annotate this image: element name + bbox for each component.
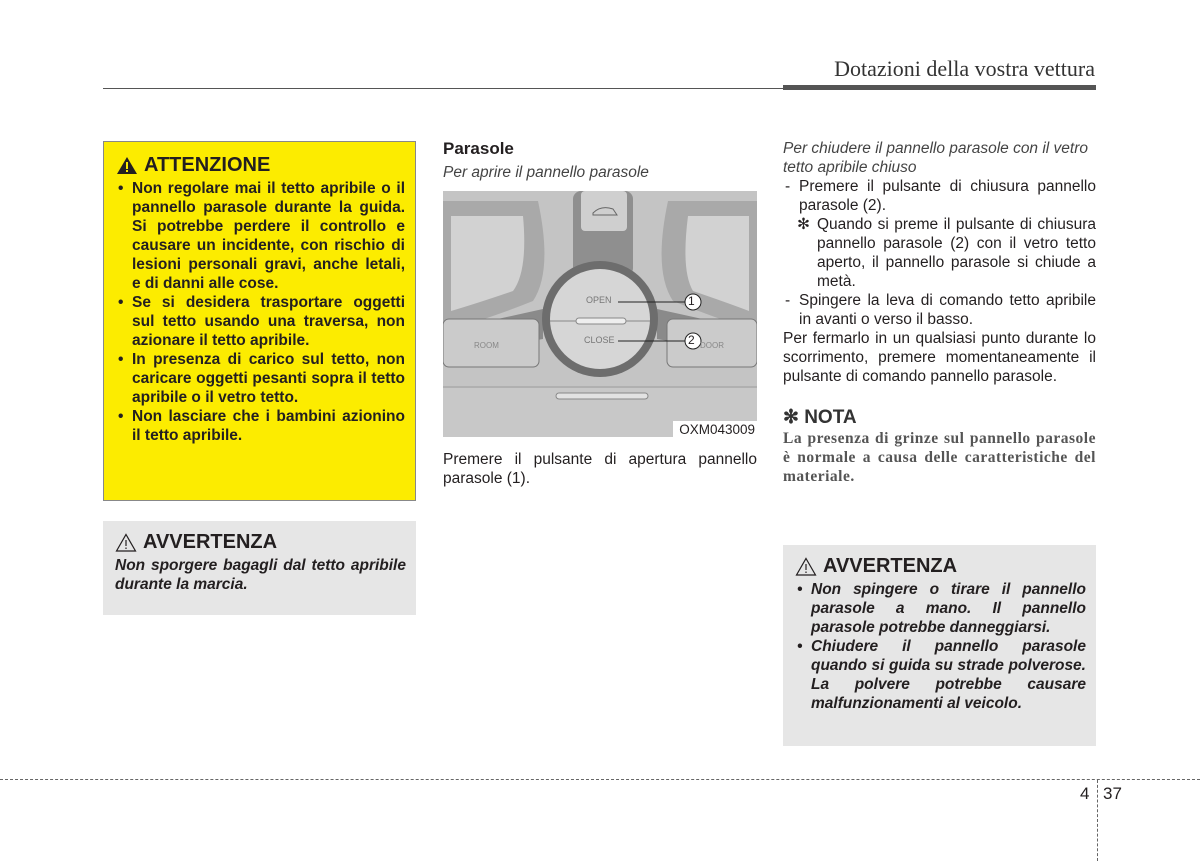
warning-item: • Non lasciare che i bambini azionino il tetto apribile. <box>116 407 405 445</box>
room-label: ROOM <box>474 341 499 350</box>
running-header: Dotazioni della vostra vettura <box>834 56 1095 81</box>
section-heading: Parasole <box>443 139 514 158</box>
footer-divider <box>1097 780 1098 861</box>
warning-item: • In presenza di carico sul tetto, non caricare oggetti pesanti sopra il tetto apribile o il vetro tetto. <box>116 350 405 407</box>
header-rule <box>103 88 783 89</box>
open-label: OPEN <box>586 295 612 305</box>
callout-1: 1 <box>688 294 695 308</box>
caution-item: • Chiudere il pannello parasole quando si guida su strade polverose. La polvere potrebbe causare malfunzionamenti al veicolo. <box>795 637 1086 713</box>
sunroof-control-figure <box>443 191 757 437</box>
avvertenza-title: AVVERTENZA <box>115 531 406 554</box>
warning-item: • Non regolare mai il tetto apribile o il pannello parasole durante la guida. Si potrebbe perdere il controllo e causare un incidente, con rischio di lesioni personali gravi, anche letali, e di danni alle cose. <box>116 179 405 293</box>
header-rule-thick <box>783 85 1096 90</box>
subheading: Per chiudere il pannello parasole con il vetro tetto apribile chiuso <box>783 140 1089 176</box>
subheading: Per aprire il pannello parasole <box>443 164 649 181</box>
figure-code: OXM043009 <box>673 421 757 437</box>
avvertenza-title: AVVERTENZA <box>795 555 1086 578</box>
warning-item: • Se si desidera trasportare oggetti sul tetto usando una traversa, non azionare il tetto apribile. <box>116 293 405 350</box>
nota-title: ✻ NOTA <box>783 407 857 428</box>
close-label: CLOSE <box>584 335 615 345</box>
nota-text: La presenza di grinze sul pannello parasole è normale a causa delle caratteristiche del materiale. <box>783 430 1096 485</box>
warning-icon <box>116 156 138 175</box>
stop-paragraph: Per fermarlo in un qualsiasi punto durante lo scorrimento, premere momentaneamente il pulsante di comando pannello parasole. <box>783 330 1096 385</box>
caution-icon <box>115 533 137 552</box>
note-mark: ✻ <box>797 216 810 233</box>
attenzione-box <box>103 141 416 501</box>
avvertenza-text: Non sporgere bagagli dal tetto apribile durante la marcia. <box>115 557 406 593</box>
caution-icon <box>795 557 817 576</box>
step-1: - Premere il pulsante di chiusura pannello parasole (2). <box>783 177 1096 215</box>
instruction-text: Premere il pulsante di apertura pannello parasole (1). <box>443 451 757 487</box>
avvertenza-box <box>103 521 416 615</box>
attenzione-title: ATTENZIONE <box>116 154 405 177</box>
note-1: ✻ Quando si preme il pulsante di chiusura pannello parasole (2) con il vetro tetto aperto, il pannello parasole si chiude a metà. <box>797 216 1096 290</box>
door-label: DOOR <box>700 341 724 350</box>
sunroof-console-illustration <box>443 191 757 437</box>
caution-item: • Non spingere o tirare il pannello parasole a mano. Il pannello parasole potrebbe danneggiarsi. <box>795 580 1086 637</box>
footer-rule <box>0 779 1200 780</box>
chapter-number: 4 <box>1080 784 1090 803</box>
callout-2: 2 <box>688 333 695 347</box>
step-2: - Spingere la leva di comando tetto apribile in avanti o verso il basso. <box>783 291 1096 329</box>
avvertenza-box-2 <box>783 545 1096 746</box>
page-number: 37 <box>1103 784 1122 803</box>
